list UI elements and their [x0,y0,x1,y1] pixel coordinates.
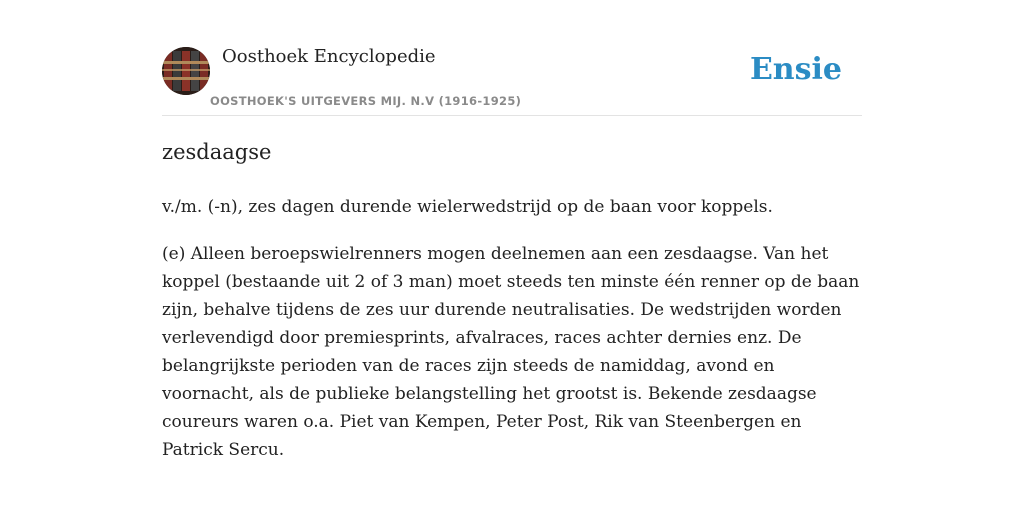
entry-title: zesdaagse [162,140,272,164]
source-title[interactable]: Oosthoek Encyclopedie [222,46,436,67]
entry-content [162,193,862,483]
source-subtitle: OOSTHOEK'S UITGEVERS MIJ. N.V (1916-1925) [210,94,522,108]
source-avatar[interactable] [162,47,210,95]
entry-definition: v./m. (-n), zes dagen durende wielerwedstrijd op de baan voor koppels. [162,197,773,217]
entry-description: (e) Alleen beroepswielrenners mogen deelnemen aan een zesdaagse. Van het koppel (bestaande uit 2 of 3 man) moet steeds ten minste één renner op de baan zijn, behalve tijdens de zes uur durende neutralisaties. De wedstrijden worden verlevendigd door premiesprints, afvalraces, races achter dernies enz. De belangrijkste perioden van de races zijn steeds de namiddag, avond en voornacht, als de publieke belangstelling het grootst is. Bekende zesdaagse coureurs waren o.a. Piet van Kempen, Peter Post, Rik van Steenbergen en Patrick Sercu. [162,244,860,460]
brand-logo[interactable]: Ensie [749,52,842,87]
book-spines-icon [162,47,210,95]
header [162,44,862,116]
